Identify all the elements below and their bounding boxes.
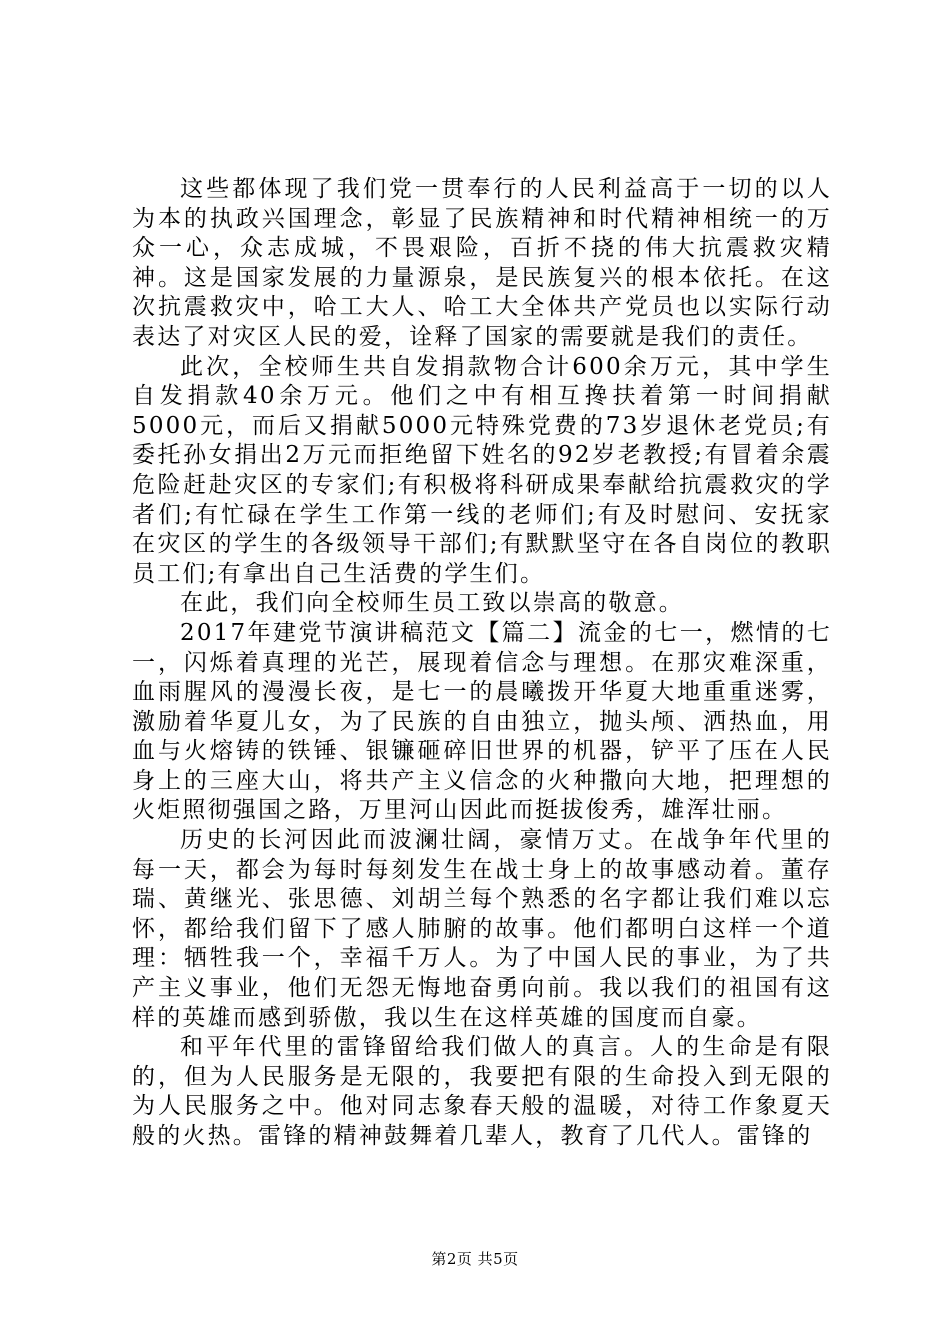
paragraph-6: 和平年代里的雷锋留给我们做人的真言。人的生命是有限的，但为人民服务是无限的，我要把有限的生命投入到无限的为人民服务之中。他对同志象春天般的温暖，对待工作象夏天般的火热。雷锋的精神鼓舞着几辈人，教育了几代人。雷锋的 bbox=[132, 1034, 832, 1149]
document-body bbox=[132, 175, 832, 1152]
paragraph-4: 2017年建党节演讲稿范文【篇二】流金的七一，燃情的七一，闪烁着真理的光芒，展现着信念与理想。在那灾难深重，血雨腥风的漫漫长夜，是七一的晨曦拨开华夏大地重重迷雾，激励着华夏儿女，为了民族的自由独立，抛头颅、洒热血，用血与火熔铸的铁锤、银镰砸碎旧世界的机器，铲平了压在人民身上的三座大山，将共产主义信念的火种撒向大地，把理想的火炬照彻强国之路，万里河山因此而挺拔俊秀，雄浑壮丽。 bbox=[132, 619, 832, 824]
paragraph-2: 此次，全校师生共自发捐款物合计600余万元，其中学生自发捐款40余万元。他们之中有相互搀扶着第一时间捐献5000元，而后又捐献5000元特殊党费的73岁退休老党员;有委托孙女捐出2万元而拒绝留下姓名的92岁老教授;有冒着余震危险赶赴灾区的专家们;有积极将科研成果奉献给抗震救灾的学者们;有忙碌在学生工作第一线的老师们;有及时慰问、安抚家在灾区的学生的各级领导干部们;有默默坚守在各自岗位的教职员工们;有拿出自己生活费的学生们。 bbox=[132, 353, 832, 587]
paragraph-5: 历史的长河因此而波澜壮阔，豪情万丈。在战争年代里的每一天，都会为每时每刻发生在战士身上的故事感动着。董存瑞、黄继光、张思德、刘胡兰每个熟悉的名字都让我们难以忘怀，都给我们留下了感人肺腑的故事。他们都明白这样一个道理：牺牲我一个，幸福千万人。为了中国人民的事业，为了共产主义事业，他们无怨无悔地奋勇向前。我以我们的祖国有这样的英雄而感到骄傲，我以生在这样英雄的国度而自豪。 bbox=[132, 827, 832, 1031]
paragraph-3: 在此，我们向全校师生员工致以崇高的敬意。 bbox=[180, 590, 684, 617]
page-number-footer: 第2页 共5页 bbox=[431, 1250, 519, 1268]
paragraph-1: 这些都体现了我们党一贯奉行的人民利益高于一切的以人为本的执政兴国理念，彰显了民族精神和时代精神相统一的万众一心，众志成城，不畏艰险，百折不挠的伟大抗震救灾精神。这是国家发展的力量源泉，是民族复兴的根本依托。在这次抗震救灾中，哈工大人、哈工大全体共产党员也以实际行动表达了对灾区人民的爱，诠释了国家的需要就是我们的责任。 bbox=[132, 176, 832, 350]
